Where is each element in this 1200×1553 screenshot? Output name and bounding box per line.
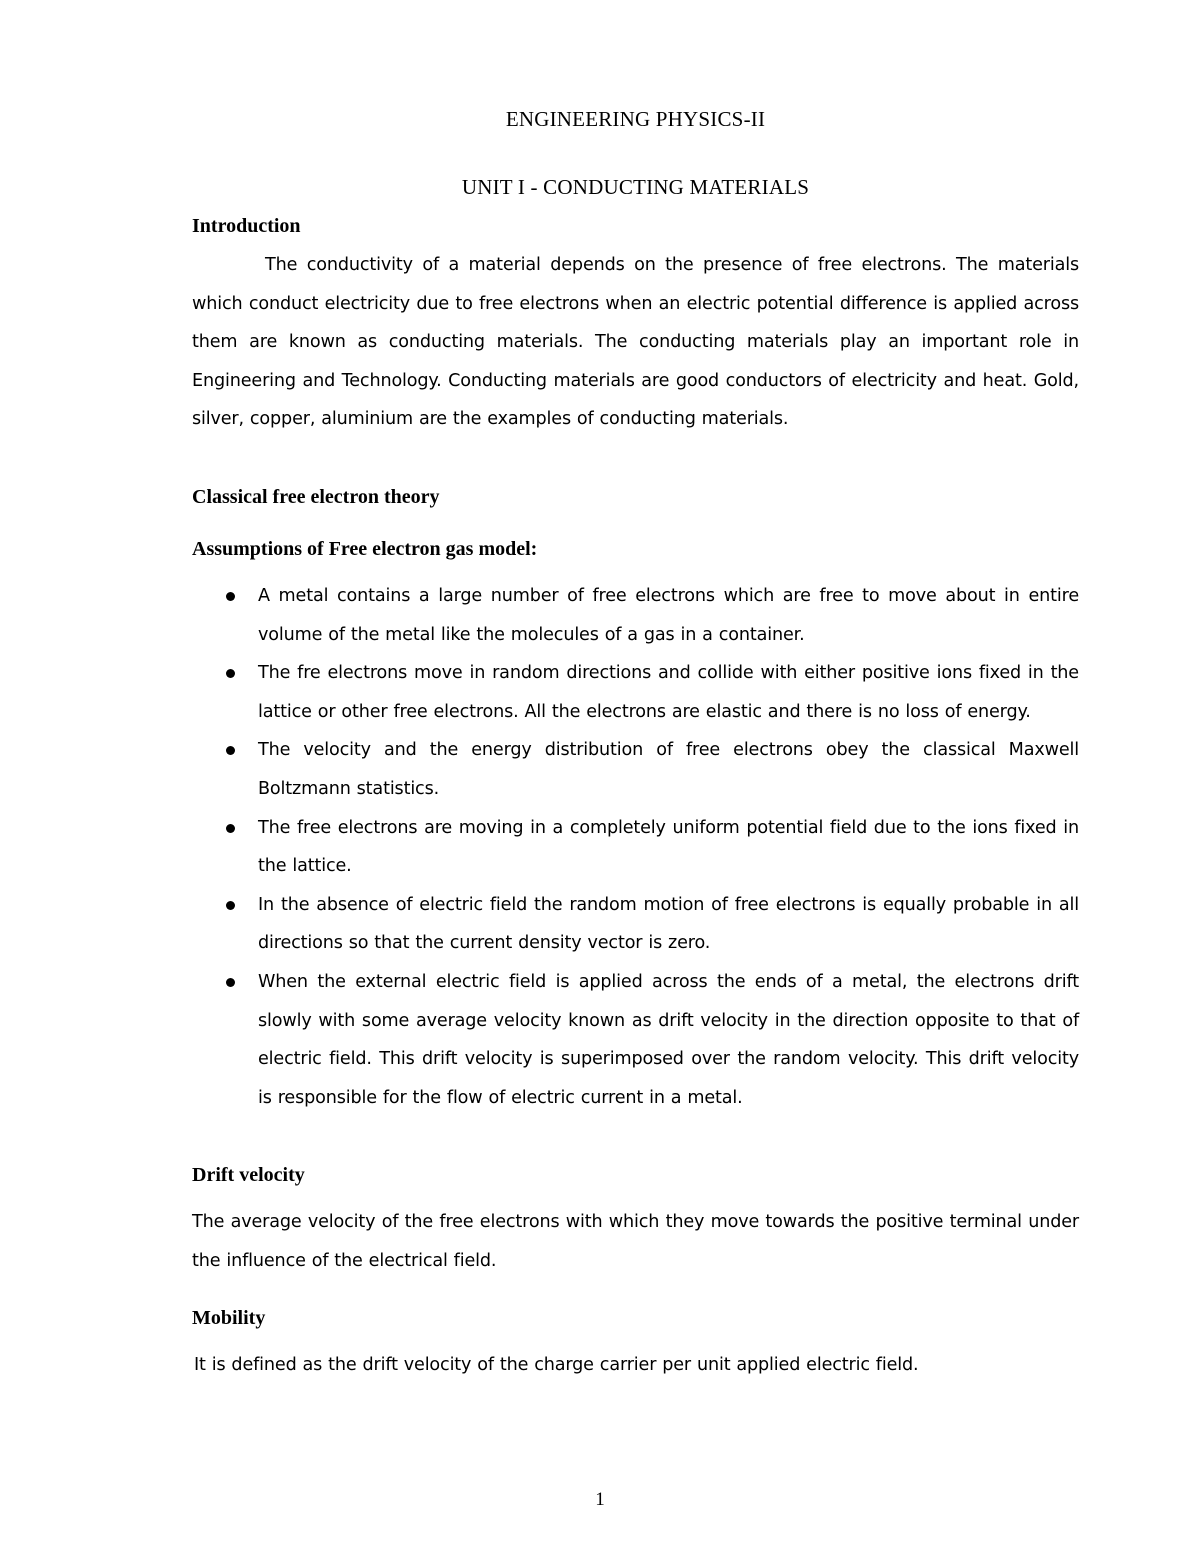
assumption-item xyxy=(192,654,1079,731)
document-title: ENGINEERING PHYSICS-II xyxy=(505,107,766,131)
assumption-text: The velocity and the energy distribution of free electrons obey the classical Maxwell Boltzmann statistics. xyxy=(258,740,1079,799)
page-content xyxy=(192,104,1079,1385)
mobility-paragraph: It is defined as the drift velocity of the charge carrier per unit applied electric field. xyxy=(194,1355,919,1376)
assumption-item xyxy=(192,731,1079,808)
introduction-heading: Introduction xyxy=(192,215,301,237)
bullet-icon xyxy=(226,746,235,755)
drift-velocity-heading: Drift velocity xyxy=(192,1164,305,1187)
assumption-text: The free electrons are moving in a completely uniform potential field due to the ions fixed in the lattice. xyxy=(258,817,1079,877)
bullet-icon xyxy=(226,824,235,833)
assumption-item xyxy=(192,577,1079,654)
assumptions-heading: Assumptions of Free electron gas model: xyxy=(192,537,538,560)
drift-velocity-paragraph: The average velocity of the free electrons with which they move towards the positive terminal under the influence of the electrical field. xyxy=(192,1212,1079,1271)
bullet-icon xyxy=(226,592,235,601)
assumption-item xyxy=(192,963,1079,1117)
mobility-heading: Mobility xyxy=(192,1307,266,1330)
assumption-text: In the absence of electric field the random motion of free electrons is equally probable in all directions so that the current density vector is zero. xyxy=(258,894,1079,954)
bullet-icon xyxy=(226,978,235,987)
unit-title: UNIT I - CONDUCTING MATERIALS xyxy=(461,175,810,199)
assumption-text: A metal contains a large number of free electrons which are free to move about in entire volume of the metal like the molecules of a gas in a container. xyxy=(258,585,1079,645)
classical-theory-heading: Classical free electron theory xyxy=(192,485,440,508)
assumptions-list xyxy=(192,577,1079,1117)
assumption-item xyxy=(192,809,1079,886)
page-number: 1 xyxy=(595,1489,605,1510)
bullet-icon xyxy=(226,669,235,678)
assumption-text: The fre electrons move in random directions and collide with either positive ions fixed in the lattice or other free electrons. All the electrons are elastic and there is no loss of energy. xyxy=(258,663,1079,722)
introduction-paragraph: The conductivity of a material depends on the presence of free electrons. The materials which conduct electricity due to free electrons when an electric potential difference is applied across them are known as conducting materials. The conducting materials play an important role in Engineering and Technology. Conducting materials are good conductors of electricity and heat. Gold, silver, copper, aluminium are the examples of conducting materials. xyxy=(192,255,1079,430)
bullet-icon xyxy=(226,901,235,910)
assumption-item xyxy=(192,886,1079,963)
assumption-text: When the external electric field is applied across the ends of a metal, the electrons drift slowly with some average velocity known as drift velocity in the direction opposite to that of electric field. This drift velocity is superimposed over the random velocity. This drift velocity is responsible for the flow of electric current in a metal. xyxy=(258,971,1079,1108)
